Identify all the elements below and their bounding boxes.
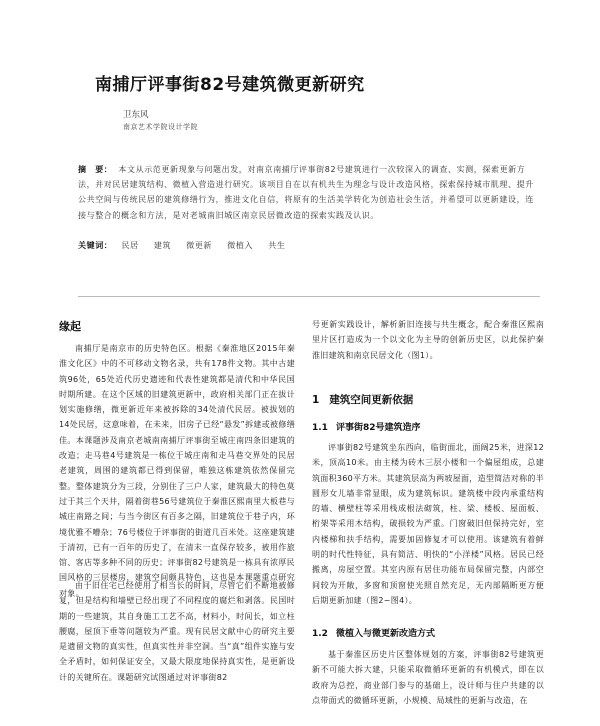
- body-right-1-2: [312, 647, 544, 708]
- subsection-title: 微植入与微更新改造方式: [335, 629, 435, 639]
- subsection-number: 1.1: [312, 423, 328, 433]
- subsection-title: 评事街82号建筑造序: [335, 423, 421, 433]
- paper-title: 南捕厅评事街82号建筑微更新研究: [95, 75, 365, 95]
- subsection-number: 1.2: [312, 629, 328, 639]
- author-name: 卫东风: [123, 110, 149, 120]
- body-left-top: [59, 341, 295, 601]
- body-left-bottom: [59, 578, 295, 685]
- paragraph: 基于秦淮区历史片区整体规划的方案，评事街82号建筑更新不可能大拆大建，只能采取微循环更新的有机模式，即在以政府为总控，商业部门参与的基础上，设计师与住户共建的以点带面式的微循环更新，小规模、局域性的更新与改造，在: [312, 650, 544, 705]
- section-divider: [78, 296, 540, 297]
- keywords-label: 关键词：: [78, 241, 113, 250]
- subsection-heading-1-1: [312, 420, 420, 433]
- keyword: 微更新: [186, 241, 213, 250]
- subsection-heading-1-2: [312, 626, 435, 639]
- abstract-label: 摘 要：: [78, 165, 113, 174]
- paragraph: 南捕厅是南京市的历史特色区。根据《秦淮地区2015年秦淮文化区》中的不可移动文物名录，共有178件文物。其中古建筑96处，65处近代历史遗迹和代表性建筑都是清代和中华民国时期所建。在这个区域的旧建筑更新中，政府相关部门正在拔计划实施修缮，微更新近年来被拆除的34处清代民居。被拔划的14处民居，这意味着，在未来，旧房子已经“悬发”拆建或被修缮佳。本课题涉及南京老城南南捕厅评事街至城庄南四条旧建筑的改造；走马巷4号建筑是一栋位于城庄南和走马巷交界处的民居老建筑，周围的建筑都已得到保留，唯独这栋建筑依然保留完整。整体建筑分为三段，分别住了三户人家，建筑最大的特色莫过于其三个天井，隔着街巷56号建筑位于秦淮区熙南里大板巷与城庄南路之间；与当今街区有百多之隔，旧建筑位于巷子内，环境优雅不嘈杂；76号楼位于评事街的街道几百米处。这座建筑建于清初，已有一百年的历史了，在清末一直保存较多，被用作旅馆、客店等多种不同的历史；评事街82号建筑是一栋具有浓厚民国风格的三层楼房，建筑空间颇具特色，这也是本课题重点研究对象。: [59, 344, 295, 598]
- keyword: 民居: [121, 241, 139, 250]
- section-heading-1: [312, 392, 413, 407]
- keyword: 建筑: [153, 241, 172, 250]
- body-right-intro: [312, 317, 544, 363]
- section-number: 1: [312, 394, 320, 406]
- section-heading-origin: 缘起: [59, 320, 81, 333]
- body-right-1-1: [312, 440, 544, 608]
- section-title: 建筑空间更新依据: [329, 394, 414, 406]
- author-affiliation: 南京艺术学院设计学院: [123, 123, 198, 131]
- keywords: [78, 240, 540, 251]
- keyword: 微植入: [227, 241, 254, 250]
- paragraph: 号更新实践设计，解析新旧连接与共生概念，配合秦淮区熙南里片区打造成为一个以文化为主导的创新历史区，以此保护秦淮旧建筑和南京民居文化（图1）。: [312, 320, 544, 360]
- abstract-text: 本文从示范更新现象与问题出发，对南京南捕厅评事街82号建筑进行一次较深入的调查、实测，探索更新方法，并对民居建筑结构、微植入营造进行研究。该项目自在以有机共生为理念与设计改造风格，探索保持城市肌理、提升公共空间与传统民居的建筑修缮行为，推进文化自信，将原有的生活美学转化为创造社会生活，并希望可以更新建设，连接与整合的概念和方法，是对老城南旧城区南京民居微改造的探索实践及认识。: [78, 165, 534, 220]
- keyword: 共生: [268, 241, 286, 250]
- paragraph: 由于旧住宅已经使用了相当长的时间，尽管它们不断地被修复，但是结构和墙壁已经出现了不同程度的腐烂和剥落。民国时期的一些建筑，其自身施工工艺不高，材料小，时间长，如立柱腰腐，屋顶下垂等问题较为严重。现有民居文献中心的研究主要是遗留文物的真实性，但真实性并非空洞。当“真”组件实施与安全矛盾时，如何保证安全，又最大限度地保持真实性，是更新设计的关键所在。课题研究试图通过对评事街82: [59, 581, 295, 682]
- abstract: [78, 162, 540, 223]
- paragraph: 评事街82号建筑坐东西向，临街面北，面阔25米，进深12米，顶高10米。由主楼为砖木三层小楼和一个偏屋组成，总建筑面积360平方米。其建筑层高为两坡屋面，造型简洁对称的半圆形女儿墙非常显眼，成为建筑标识。建筑楼中段内承重结构的墙、横壁柱等采用栈成根法砌筑，柱、梁、楼板、屋面板、桁架等采用木结构，破损较为严重。门窗破旧但保持完好，室内楼梯和扶手结构，需要加固修复才可以使用。该建筑有着鲜明的时代性特征，具有简洁、明快的“小洋楼”风格。居民已经搬离，房屋空置。其室内原有居住功能布局保留完整，内部空间较为开敞，多窗和顶窗使光照自然充足，无内部隔断更方便后期更新加建（图2~图4）。: [312, 443, 544, 605]
